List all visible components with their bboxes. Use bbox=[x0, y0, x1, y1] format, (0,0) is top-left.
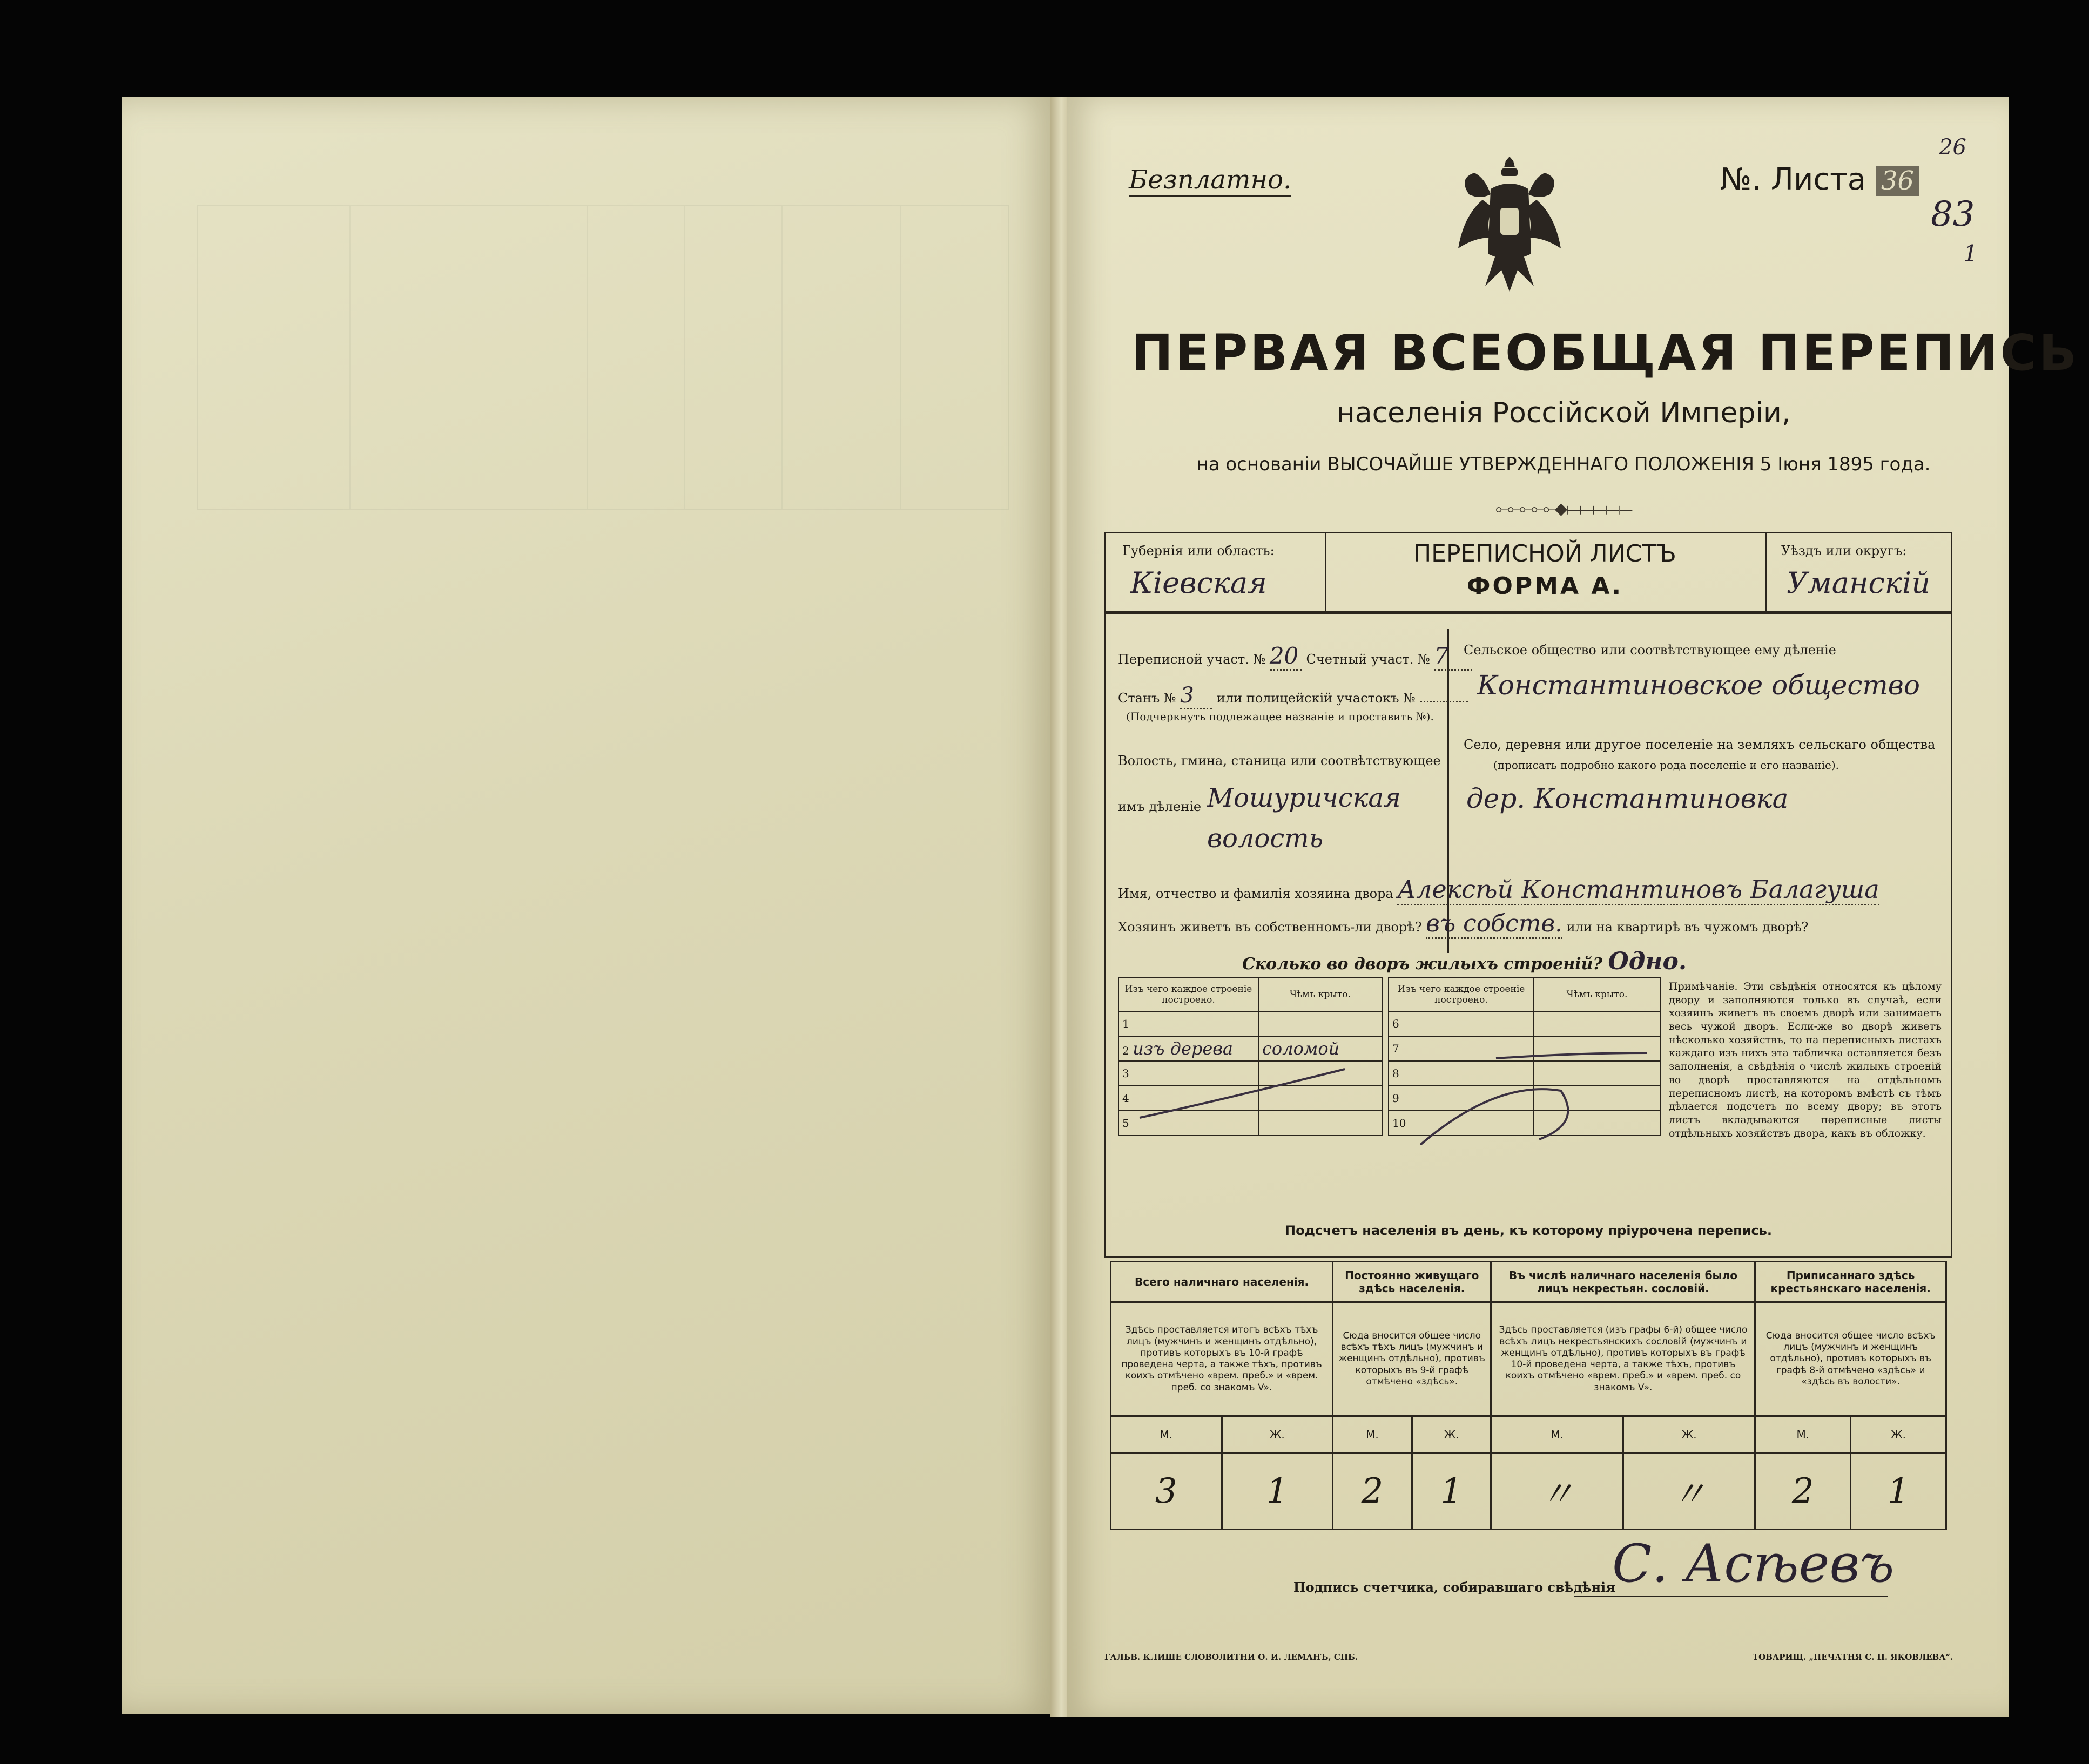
table-row: 8 bbox=[1389, 1061, 1660, 1086]
counter-signature: С. Асѣевъ bbox=[1612, 1533, 1895, 1594]
count-values-row: 3 1 2 1 〃 〃 2 1 bbox=[1111, 1454, 1946, 1530]
double-headed-eagle-emblem bbox=[1453, 157, 1566, 297]
table-row: 6 bbox=[1389, 1011, 1660, 1036]
cancel-strokes bbox=[1118, 1037, 1663, 1188]
table-row: 9 bbox=[1389, 1086, 1660, 1111]
form-name: ФОРМА А. bbox=[1466, 572, 1623, 600]
signature-label: Подпись счетчика, собиравшаго свѣдѣнія bbox=[1293, 1579, 1615, 1595]
form-header-box bbox=[1104, 532, 1952, 613]
document-subtitle: населенія Россійской Имперіи, bbox=[1336, 397, 1791, 429]
table-row: 10 bbox=[1389, 1111, 1660, 1136]
free-label: Безплатно. bbox=[1129, 165, 1291, 195]
village-note: (прописать подробно какого рода поселеніе и его названіе). bbox=[1493, 759, 1839, 772]
archive-mark: 1 bbox=[1963, 240, 1978, 267]
table-row: 2 изъ дерева соломой bbox=[1118, 1036, 1382, 1061]
ornament-divider: ⟜⟜⟜⟜⟜◆⟝⟝⟝⟝⟝ bbox=[1495, 499, 1632, 518]
archive-number: 83 bbox=[1931, 194, 1975, 234]
society-label: Сельское общество или соотвѣтствующее ему дѣленіе bbox=[1464, 643, 1836, 658]
province-label: Губернія или область: bbox=[1122, 543, 1275, 558]
volost-value-2: волость bbox=[1207, 823, 1323, 854]
stan-field: Станъ № 3 или полицейскій участокъ № bbox=[1118, 683, 1468, 709]
owner-name-field: Имя, отчество и фамилія хозяина двора Алексѣй Константиновъ Балагуша bbox=[1118, 875, 1879, 905]
village-value: дер. Константиновка bbox=[1466, 783, 1789, 814]
count-title: Подсчетъ населенія въ день, къ которому пріурочена перепись. bbox=[1285, 1223, 1772, 1238]
volost-label-2: имъ дѣленіе bbox=[1118, 799, 1202, 814]
sheet-number: №. Листа 36 bbox=[1720, 162, 1919, 197]
buildings-table-left: Изъ чего каждое строеніе построено. Чѣмъ крыто. 1 2 изъ дерева соломой 3 4 5 bbox=[1118, 977, 1383, 1136]
society-value: Константиновское общество bbox=[1477, 670, 1920, 701]
left-page-blank bbox=[122, 97, 1053, 1714]
table-row: 3 bbox=[1118, 1061, 1382, 1086]
document-title: ПЕРВАЯ ВСЕОБЩАЯ ПЕРЕПИСЬ bbox=[1131, 324, 2079, 382]
buildings-count-field: Сколько во дворъ жилыхъ строеній? Одно. bbox=[1242, 948, 1687, 975]
table-row: 5 bbox=[1118, 1111, 1382, 1136]
footer-printer-right: ТОВАРИЩ. „ПЕЧАТНЯ С. П. ЯКОВЛЕВА“. bbox=[1753, 1652, 1953, 1662]
footer-printer-left: ГАЛЬВ. КЛИШЕ СЛОВОЛИТНИ О. И. ЛЕМАНЪ, СПБ. bbox=[1104, 1652, 1358, 1662]
sheet-title: ПЕРЕПИСНОЙ ЛИСТЪ bbox=[1413, 540, 1676, 567]
volost-value: Мошуричская bbox=[1207, 783, 1401, 813]
legal-basis-line: на основаніи ВЫСОЧАЙШЕ УТВЕРЖДЕННАГО ПОЛОЖЕНІЯ 5 Іюня 1895 года. bbox=[1196, 454, 1931, 475]
village-label: Село, деревня или другое поселеніе на земляхъ сельскаго общества bbox=[1464, 737, 1936, 752]
census-district-field: Переписной участ. № 20 Счетный участ. № 7 bbox=[1118, 643, 1472, 671]
population-count-table: Всего наличнаго населенія. Постоянно живущаго здѣсь населенія. Въ числѣ наличнаго населенія было лицъ некрестьян. сословій. Приписаннаго здѣсь крестьянскаго населенія. Здѣсь проставляется итогъ всѣхъ тѣхъ лицъ (мужчинъ и женщинъ отдѣльно), противъ которыхъ въ 10-й графѣ проведена черта, а также тѣхъ, противъ коихъ отмѣчено «врем. преб.» и «врем. преб. со знакомъ V». Сюда вносится общее число всѣхъ тѣхъ лицъ (мужчинъ и женщинъ отдѣльно), противъ которыхъ въ 9-й графѣ отмѣчено «здѣсь». Здѣсь проставляется (изъ графы 6-й) общее число всѣхъ лицъ некрестьянскихъ сословій (мужчинъ и женщинъ отдѣльно), противъ которыхъ въ графѣ 10-й проведена черта, а также тѣхъ, противъ коихъ отмѣчено «врем. преб.» и «врем. преб. со знакомъ V». Сюда вносится общее число всѣхъ лицъ (мужчинъ и женщинъ отдѣльно), противъ которыхъ въ графѣ 8-й отмѣчено «здѣсь» и «здѣсь въ волости». М. Ж. М. Ж. М. Ж. М. Ж. 3 1 2 1 〃 〃 2 1 bbox=[1110, 1261, 1947, 1530]
district-value: Уманскій bbox=[1787, 566, 1931, 600]
table-row: 4 bbox=[1118, 1086, 1382, 1111]
district-label: Уѣздъ или округъ: bbox=[1781, 543, 1907, 558]
stan-note: (Подчеркнуть подлежащее названіе и проставить №). bbox=[1126, 710, 1434, 723]
table-row: 1 bbox=[1118, 1011, 1382, 1036]
table-row: 7 bbox=[1389, 1036, 1660, 1061]
census-form-page bbox=[1067, 97, 2079, 1717]
buildings-table-right: Изъ чего каждое строеніе построено. Чѣмъ крыто. 6 7 8 9 10 bbox=[1388, 977, 1661, 1136]
sheet-number-note: 26 bbox=[1939, 135, 1966, 160]
province-value: Кіевская bbox=[1130, 566, 1267, 600]
bleed-through-table bbox=[197, 205, 1009, 510]
volost-label: Волость, гмина, станица или соотвѣтствующее bbox=[1118, 753, 1441, 768]
buildings-note: Примѣчаніе. Эти свѣдѣнія относятся къ цѣлому двору и заполняются только въ случаѣ, если хозяинъ живетъ въ своемъ дворѣ или занимаетъ весь чужой дворъ. Если-же во дворѣ живетъ нѣсколько хозяйствъ, то на переписныхъ листахъ каждаго изъ нихъ эта табличка оставляется безъ заполненія, а свѣдѣнія о числѣ жилыхъ строеній во дворѣ проставляются на отдѣльномъ переписномъ листѣ, на которомъ вмѣстѣ съ тѣмъ дѣлается подсчетъ по всему двору; въ этотъ листъ вкладываются переписные листы отдѣльныхъ хозяйствъ двора, какъ въ обложку. bbox=[1669, 981, 1942, 1139]
owner-residence-field: Хозяинъ живетъ въ собственномъ-ли дворѣ? въ собств. или на квартирѣ въ чужомъ дворѣ? bbox=[1118, 910, 1808, 939]
